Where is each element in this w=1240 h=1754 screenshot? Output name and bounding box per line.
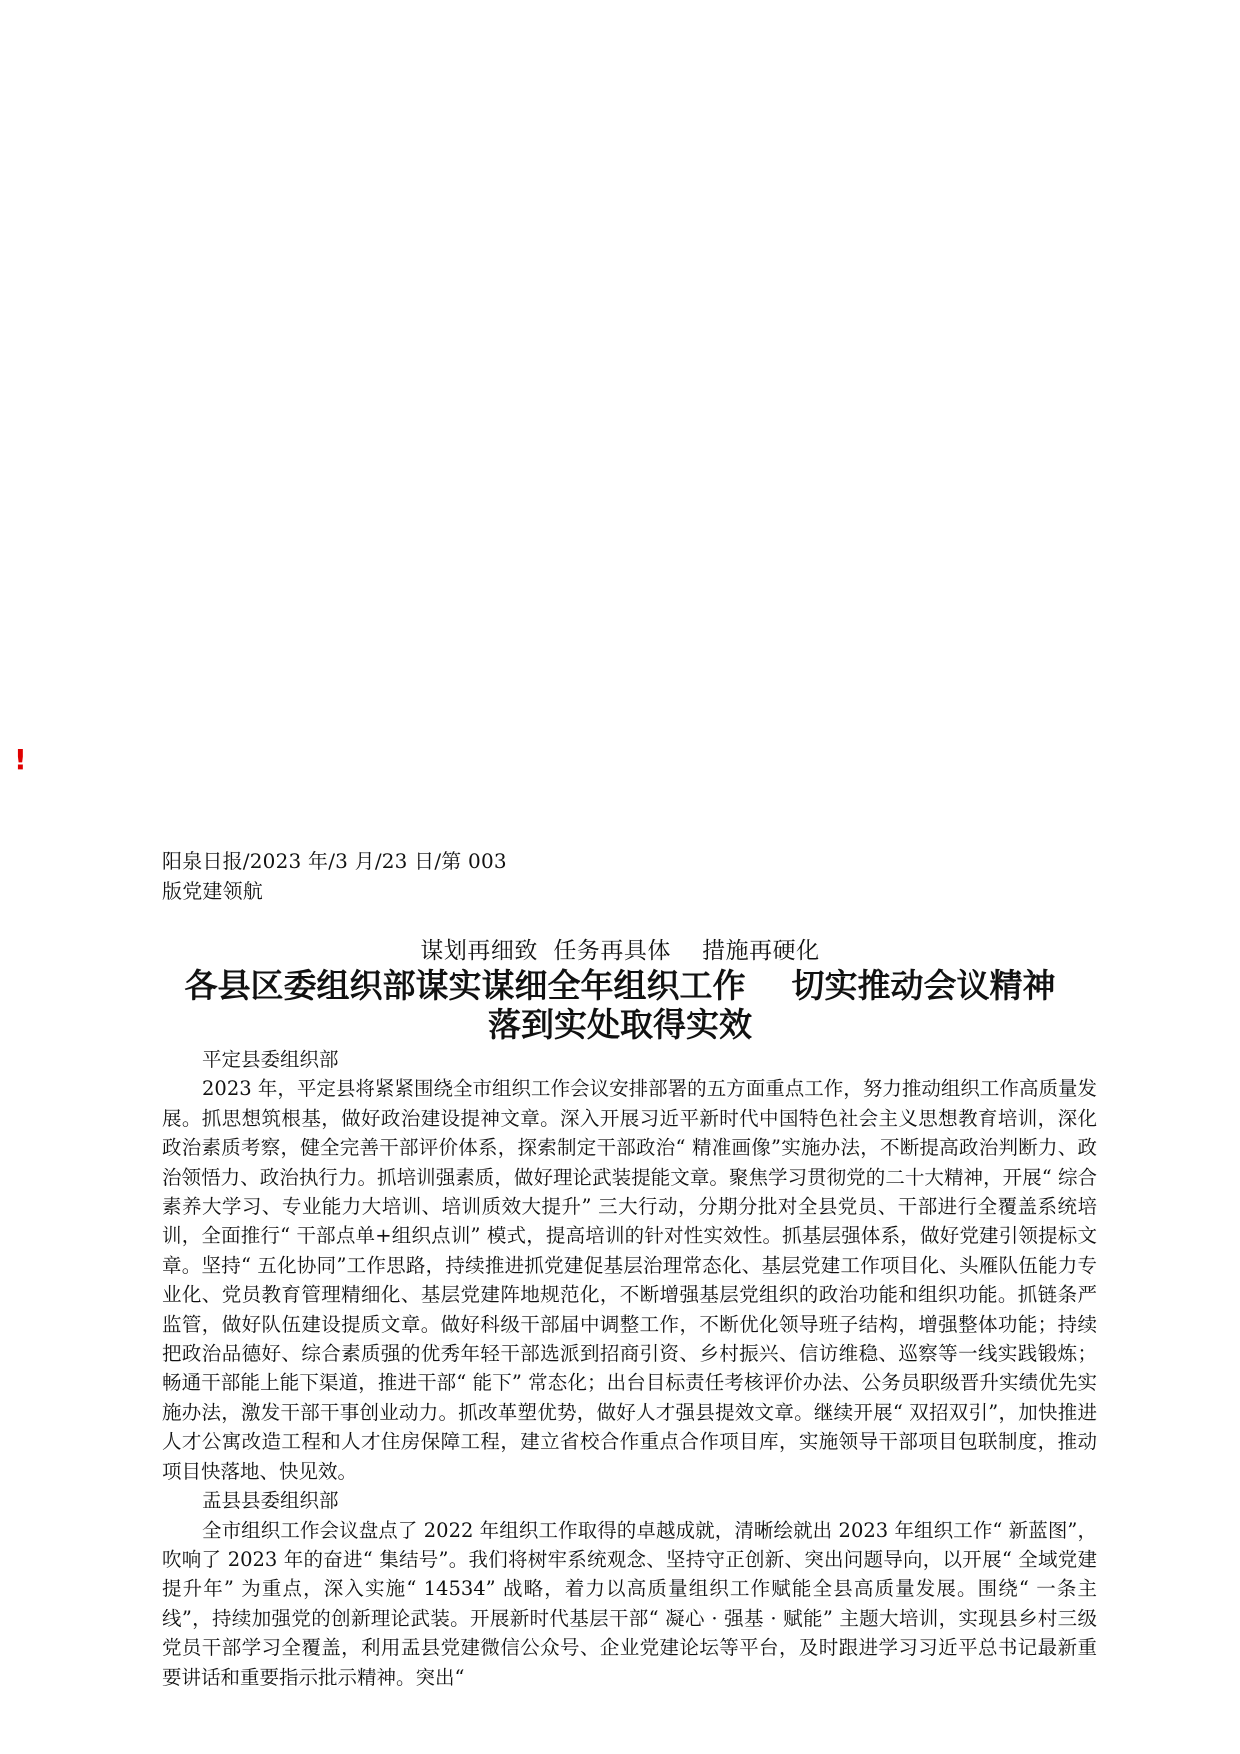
publication-section-line: 版党建领航 xyxy=(162,879,263,903)
section-author-yuxian: 盂县县委组织部 xyxy=(202,1489,339,1513)
headline-line-2: 落到实处取得实效 xyxy=(488,1005,752,1044)
section-body-yuxian: 全市组织工作会议盘点了 2022 年组织工作取得的卓越成就，清晰绘就出 2023 年组织工作“ 新蓝图”，吹响了 2023 年的奋进“ 集结号”。我们将树牢系统观念、坚持守正创新、突出问题导向，以开展“ 全域党建提升年” 为重点，深入实施“ 14534” 战略，着力以高质量组织工作赋能全县高质量发展。围绕“ 一条主线”，持续加强党的创新理论武装。开展新时代基层干部“ 凝心 · 强基 · 赋能” 主题大培训，实现县乡村三级党员干部学习全覆盖，利用盂县党建微信公众号、企业党建论坛等平台，及时跟进学习习近平总书记最新重要讲话和重要指示批示精神。突出“ xyxy=(162,1518,1097,1689)
article-headline xyxy=(150,966,1090,1044)
section-author-pingding: 平定县委组织部 xyxy=(202,1048,339,1071)
section-body-pingding: 2023 年，平定县将紧紧围绕全市组织工作会议安排部署的五方面重点工作，努力推动组织工作高质量发展。抓思想筑根基，做好政治建设提神文章。深入开展习近平新时代中国特色社会主义思想教育培训，深化政治素质考察，健全完善干部评价体系，探索制定干部政治“ 精准画像”实施办法，不断提高政治判断力、政治领悟力、政治执行力。抓培训强素质，做好理论武装提能文章。聚焦学习贯彻党的二十大精神，开展“ 综合素养大学习、专业能力大培训、培训质效大提升” 三大行动，分期分批对全县党员、干部进行全覆盖系统培训，全面推行“ 干部点单+组织点训” 模式，提高培训的针对性实效性。抓基层强体系，做好党建引领提标文章。坚持“ 五化协同”工作思路，持续推进抓党建促基层治理常态化、基层党建工作项目化、头雁队伍能力专业化、党员教育管理精细化、基层党建阵地规范化，不断增强基层党组织的政治功能和组织功能。抓链条严监管，做好队伍建设提质文章。做好科级干部届中调整工作，不断优化领导班子结构，增强整体功能；持续把政治品德好、综合素质强的优秀年轻干部选派到招商引资、乡村振兴、信访维稳、巡察等一线实践锻炼；畅通干部能上能下渠道，推进干部“ 能下” 常态化；出台目标责任考核评价办法、公务员职级晋升实绩优先实施办法，激发干部干事创业动力。抓改革塑优势，做好人才强县提效文章。继续开展“ 双招双引”，加快推进人才公寓改造工程和人才住房保障工程，建立省校合作重点合作项目库，实施领导干部项目包联制度，推动项目快落地、快见效。 xyxy=(162,1077,1097,1483)
publication-source-line: 阳泉日报/2023 年/3 月/23 日/第 003 xyxy=(162,849,507,873)
publication-info xyxy=(162,846,507,906)
article-kicker: 谋划再细致 任务再具体 措施再硬化 xyxy=(420,938,820,964)
article-body xyxy=(162,1045,1097,1692)
headline-line-1: 各县区委组织部谋实谋细全年组织工作 切实推动会议精神 xyxy=(184,966,1056,1005)
red-exclamation-mark: ! xyxy=(14,743,27,776)
